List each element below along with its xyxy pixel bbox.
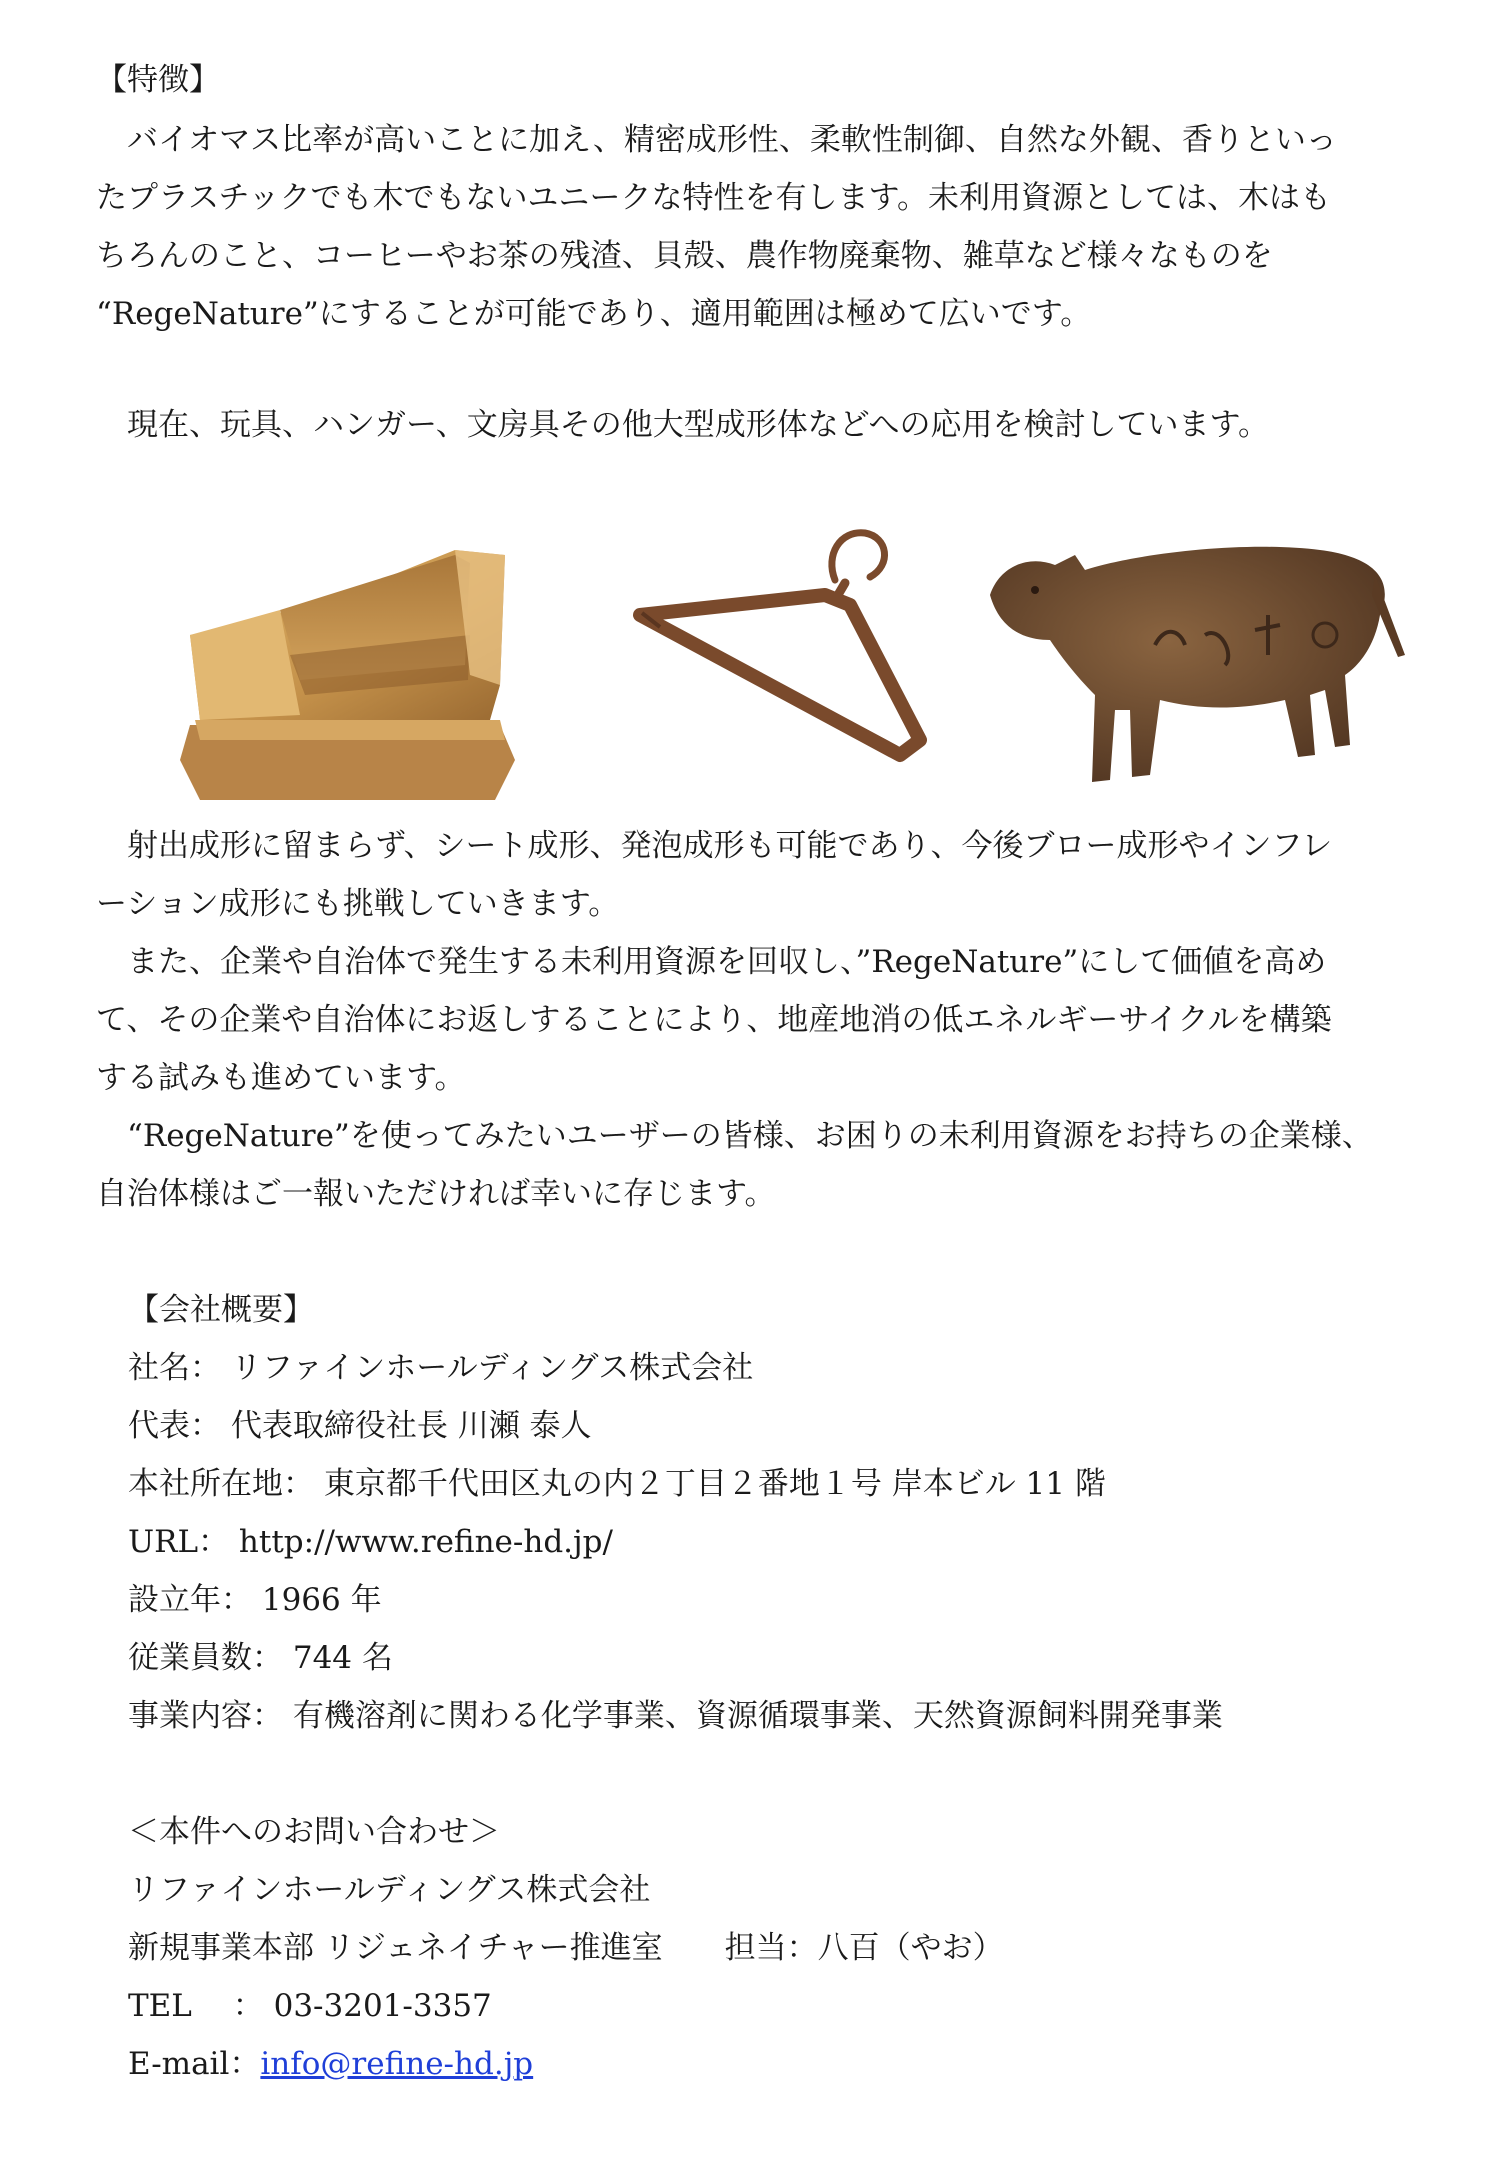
contact-heading: ＜本件へのお問い合わせ＞	[128, 1814, 500, 1850]
features-para4-line3: する試みも進めています。	[96, 1060, 466, 1096]
company-row-representative: 代表： 代表取締役社長 川瀬 泰人	[128, 1408, 592, 1444]
company-row-url: URL： http://www.refine-hd.jp/	[128, 1524, 613, 1560]
features-para1-line4: “RegeNature”にすることが可能であり、適用範囲は極めて広いです。	[96, 296, 1092, 332]
company-row-employees: 従業員数： 744 名	[128, 1640, 393, 1676]
contact-email-line	[128, 2044, 533, 2084]
features-para2: 現在、玩具、ハンガー、文房具その他大型成形体などへの応用を検討しています。	[96, 407, 1270, 443]
product-photos	[170, 505, 1410, 805]
features-para4-line1: また、企業や自治体で発生する未利用資源を回収し、”RegeNature”にして価値を高め	[96, 944, 1327, 980]
contact-company-name: リファインホールディングス株式会社	[128, 1872, 651, 1908]
features-para3-line2: ーション成形にも挑戦していきます。	[96, 886, 620, 922]
features-para3-line1: 射出成形に留まらず、シート成形、発泡成形も可能であり、今後ブロー成形やインフレ	[96, 828, 1333, 864]
features-para5-line1: “RegeNature”を使ってみたいユーザーの皆様、お困りの未利用資源をお持ちの企業様、	[96, 1118, 1373, 1154]
email-link[interactable]: info@refine-hd.jp	[260, 2046, 534, 2082]
company-heading: 【会社概要】	[128, 1292, 314, 1328]
features-para1-line2: たプラスチックでも木でもないユニークな特性を有します。未利用資源としては、木はも	[96, 180, 1332, 216]
company-row-founded: 設立年： 1966 年	[128, 1582, 382, 1618]
company-row-name: 社名： リファインホールディングス株式会社	[128, 1350, 754, 1386]
hanger-product-image	[630, 505, 930, 785]
features-para1-line1: バイオマス比率が高いことに加え、精密成形性、柔軟性制御、自然な外観、香りといっ	[96, 122, 1337, 158]
cow-figure-image	[980, 515, 1410, 805]
contact-department: 新規事業本部 リジェネイチャー推進室 担当：八百（やお）	[128, 1930, 1004, 1966]
company-row-address: 本社所在地： 東京都千代田区丸の内２丁目２番地１号 岸本ビル 11 階	[128, 1466, 1106, 1502]
company-row-business: 事業内容： 有機溶剤に関わる化学事業、資源循環事業、天然資源飼料開発事業	[128, 1698, 1223, 1734]
contact-tel: TEL ： 03-3201-3357	[128, 1988, 492, 2024]
email-label: E-mail：	[128, 2046, 261, 2082]
tray-product-image	[170, 515, 530, 805]
features-para4-line2: て、その企業や自治体にお返しすることにより、地産地消の低エネルギーサイクルを構築	[96, 1002, 1332, 1038]
features-heading: 【特徴】	[96, 62, 220, 98]
features-para1-line3: ちろんのこと、コーヒーやお茶の残渣、貝殻、農作物廃棄物、雑草など様々なものを	[96, 238, 1273, 274]
features-para5-line2: 自治体様はご一報いただければ幸いに存じます。	[96, 1176, 776, 1212]
